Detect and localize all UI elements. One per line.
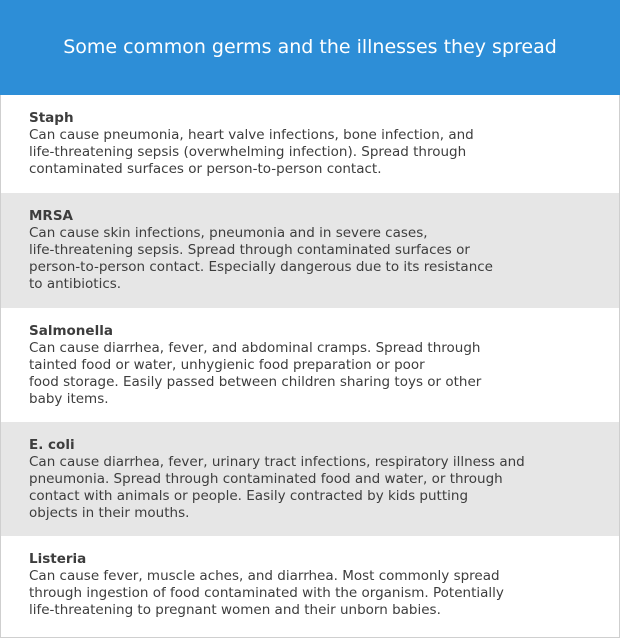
germ-description-line: pneumonia. Spread through contaminated food and water, or through [29,471,503,487]
germ-description-line: baby items. [29,391,109,407]
germ-name: MRSA [29,208,74,224]
germ-name: E. coli [29,437,75,453]
germ-description-line: life-threatening to pregnant women and their unborn babies. [29,602,441,618]
germ-description-line: life-threatening sepsis (overwhelming infection). Spread through [29,144,467,160]
germ-row-ecoli [1,422,619,536]
germ-description-line: contact with animals or people. Easily contracted by kids putting [29,488,469,504]
germ-description-line: food storage. Easily passed between children sharing toys or other [29,374,482,390]
germ-description [29,454,599,522]
germ-description-line: Can cause diarrhea, fever, urinary tract infections, respiratory illness and [29,454,525,470]
header-banner [0,0,620,95]
germ-description-line: objects in their mouths. [29,505,190,521]
germ-list [0,95,620,638]
germ-description-line: Can cause skin infections, pneumonia and in severe cases, [29,225,428,241]
germ-description [29,568,599,619]
germ-row-listeria [1,536,619,637]
germ-description-line: to antibiotics. [29,276,122,292]
germ-description-line: Can cause pneumonia, heart valve infections, bone infection, and [29,127,474,143]
germ-name: Listeria [29,551,87,567]
page-title: Some common germs and the illnesses they spread [63,35,557,58]
germ-name: Staph [29,110,74,126]
germ-description-line: Can cause diarrhea, fever, and abdominal cramps. Spread through [29,340,481,356]
germ-row-staph [1,95,619,193]
germ-row-salmonella [1,308,619,422]
germ-description [29,127,599,178]
germ-description-line: person-to-person contact. Especially dangerous due to its resistance [29,259,493,275]
germ-description [29,340,599,408]
germ-description-line: contaminated surfaces or person-to-person contact. [29,161,382,177]
germ-name: Salmonella [29,323,113,339]
germ-description-line: through ingestion of food contaminated with the organism. Potentially [29,585,504,601]
germ-description-line: Can cause fever, muscle aches, and diarrhea. Most commonly spread [29,568,500,584]
germ-description [29,225,599,293]
germ-row-mrsa [1,193,619,308]
germ-description-line: life-threatening sepsis. Spread through contaminated surfaces or [29,242,470,258]
germ-description-line: tainted food or water, unhygienic food preparation or poor [29,357,425,373]
